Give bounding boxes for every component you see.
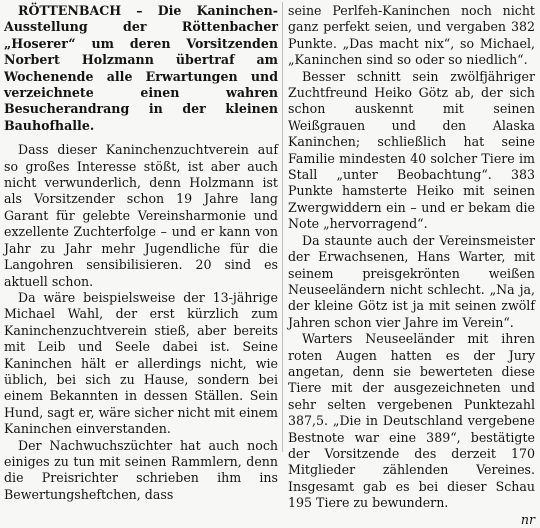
right-column	[288, 3, 535, 528]
paragraph-michael-wahl: Da wäre beispielsweise der 13-jährige Michael Wahl, der erst kürzlich zum Kaninchenzuchtverein stieß, aber bereits mit Leib und Seele dabei ist. Seine Kaninchen hält er allerdings nicht, wie üblich, bei sich zu Hause, sondern bei einem Bekannten in dessen Ställen. Sein Hund, sagt er, wäre sicher nicht mit einem Kaninchen einverstanden.	[4, 289, 278, 437]
paragraph-neuseelaender: Warters Neuseeländer mit ihren roten Augen hatten es der Jury angetan, denn sie bewerteten diese Tiere mit der ausgezeichneten und sehr selten vergebenen Punktezahl 387,5. „Die in Deutschland vergebene Bestnote war eine 389“, bestätigte der Vorsitzende des derzeit 170 Mitglieder zählenden Vereines. Insgesamt gab es bei dieser Schau 195 Tiere zu bewundern.	[288, 331, 535, 511]
paragraph-nachwuchs: Der Nachwuchszüchter hat auch noch einiges zu tun mit seinen Rammlern, denn die Preisrichter schrieben ihm ins Bewertungsheftchen, dass	[4, 437, 278, 502]
column-divider	[282, 2, 283, 452]
paragraph-continuation: seine Perlfeh-Kaninchen noch nicht ganz perfekt seien, und vergaben 382 Punkte. „Das macht nix“, so Michael, „Kaninchen sind so oder so niedlich“.	[288, 3, 535, 68]
paragraph-heiko-goetz: Besser schnitt sein zwölfjähriger Zuchtfreund Heiko Götz ab, der sich schon auskennt mit seinen Weißgrauen und den Alaska Kaninchen; schließlich hat seine Familie mindesten 40 solcher Tiere im Stall „unter Beobachtung“. 383 Punkte hamsterte Heiko mit seinen Zwergwiddern ein – und er bekam die Note „hervorragend“.	[288, 68, 535, 232]
article-lede: RÖTTENBACH – Die Kaninchen-Ausstellung der Röttenbacher „Hoserer“ um deren Vorsitzenden Norbert Holzmann übertraf am Wochenende alle Erwartungen und verzeichnete einen wahren Besucherandrang in der kleinen Bauhofhalle.	[4, 3, 278, 133]
author-signature: nr	[520, 511, 535, 527]
paragraph-hans-warter: Da staunte auch der Vereinsmeister der Erwachsenen, Hans Warter, mit seinem preisgekrönten weißen Neuseeländern nicht schlecht. „Na ja, der kleine Götz ist ja mit seinen zwölf Jahren schon vier Jahre im Verein“.	[288, 232, 535, 330]
paragraph-interest: Dass dieser Kaninchenzuchtverein auf so großes Interesse stößt, ist aber auch nicht verwunderlich, denn Holzmann ist als Vorsitzender schon 19 Jahre lang Garant für gelebte Vereinsharmonie und exzellente Zuchterfolge – und er kann von Jahr zu Jahr mehr Jugendliche für die Langohren sensibilisieren. 20 sind es aktuell schon.	[4, 142, 278, 289]
left-column	[4, 3, 278, 503]
